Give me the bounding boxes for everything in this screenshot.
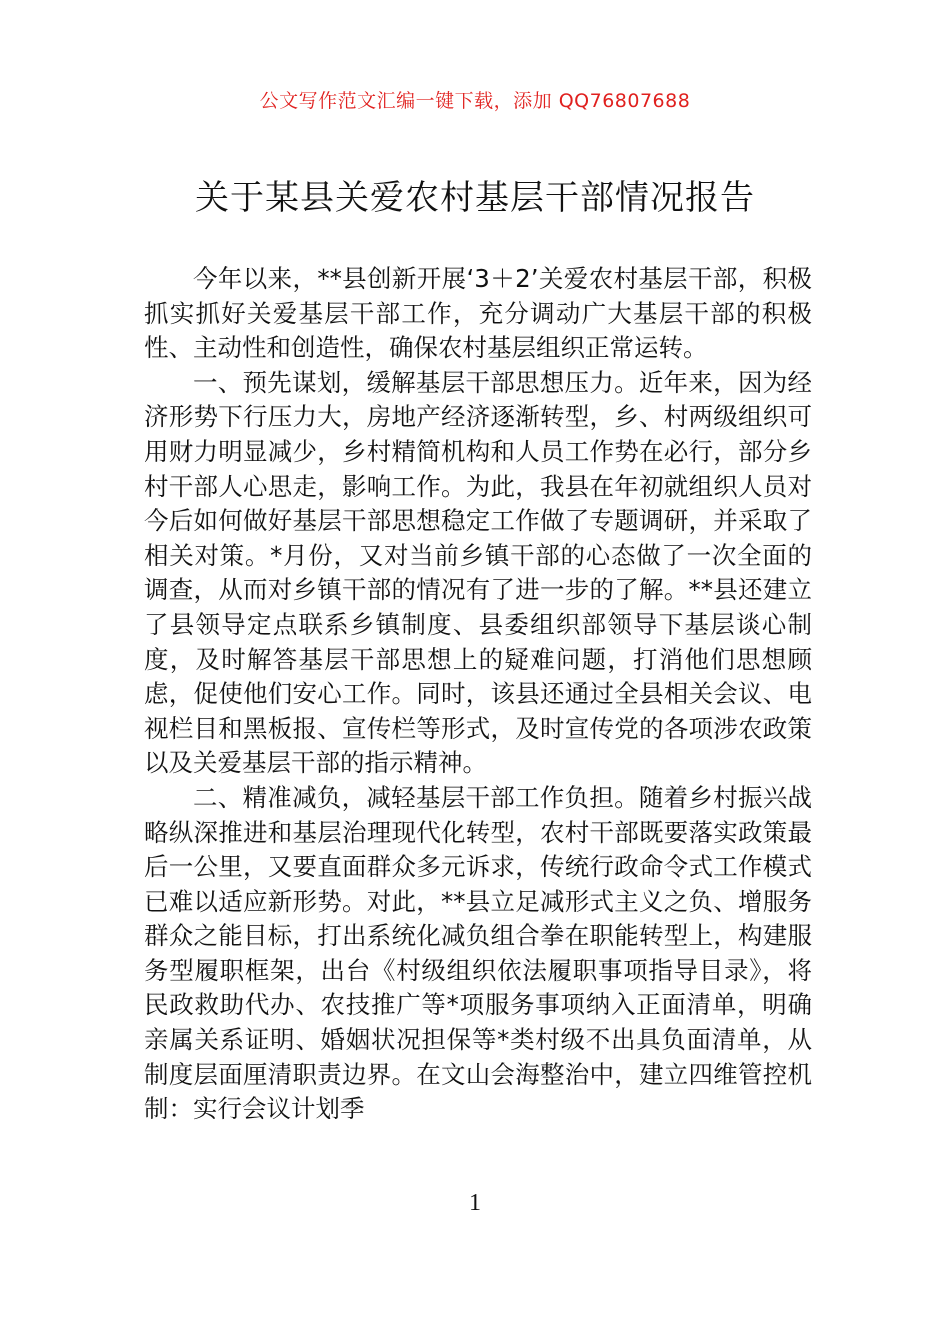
paragraph-section-one: 一、预先谋划，缓解基层干部思想压力。近年来，因为经济形势下行压力大，房地产经济逐渐转型，乡、村两级组织可用财力明显减少，乡村精简机构和人员工作势在必行，部分乡村干部人心思走，影响工作。为此，我县在年初就组织人员对今后如何做好基层干部思想稳定工作做了专题调研，并采取了相关对策。*月份，又对当前乡镇干部的心态做了一次全面的调查，从而对乡镇干部的情况有了进一步的了解。**县还建立了县领导定点联系乡镇制度、县委组织部领导下基层谈心制度，及时解答基层干部思想上的疑难问题，打消他们思想顾虑，促使他们安心工作。同时，该县还通过全县相关会议、电视栏目和黑板报、宣传栏等形式，及时宣传党的各项涉农政策以及关爱基层干部的指示精神。 (144, 367, 812, 778)
page-number: 1 (469, 1190, 481, 1216)
paragraph-section-two: 二、精准减负，减轻基层干部工作负担。随着乡村振兴战略纵深推进和基层治理现代化转型，农村干部既要落实政策最后一公里，又要直面群众多元诉求，传统行政命令式工作模式已难以适应新形势。对此，**县立足减形式主义之负、增服务群众之能目标，打出系统化减负组合拳在职能转型上，构建服务型履职框架，出台《村级组织依法履职事项指导目录》，将民政救助代办、农技推广等*项服务事项纳入正面清单，明确亲属关系证明、婚姻状况担保等*类村级不出具负面清单，从制度层面厘清职责边界。在文山会海整治中，建立四维管控机制：实行会议计划季 (144, 782, 812, 1124)
paragraph-intro: 今年以来，**县创新开展‘3＋2’关爱农村基层干部，积极抓实抓好关爱基层干部工作，充分调动广大基层干部的积极性、主动性和创造性，确保农村基层组织正常运转。 (144, 264, 812, 363)
download-notice: 公文写作范文汇编一键下载，添加 QQ76807688 (259, 90, 691, 112)
document-body (144, 262, 812, 1127)
document-title: 关于某县关爱农村基层干部情况报告 (195, 178, 755, 218)
